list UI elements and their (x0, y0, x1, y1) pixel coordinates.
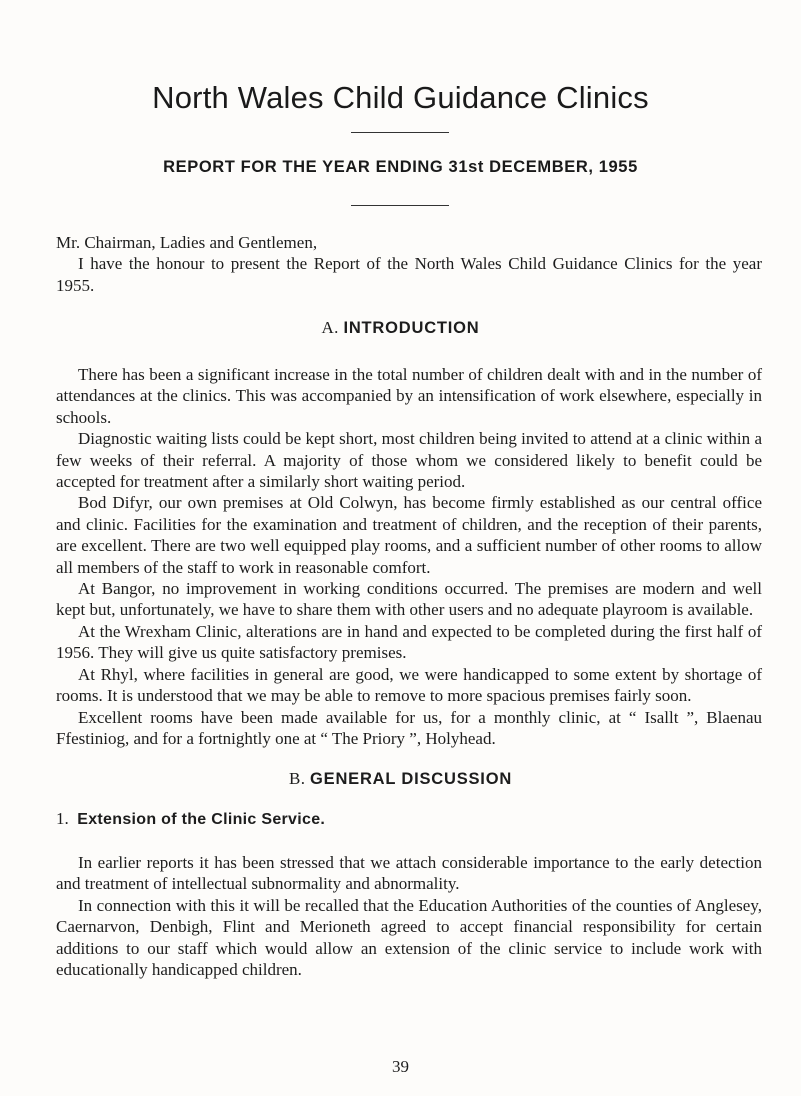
intro-paragraph-4: At Bangor, no improvement in working conditions occurred. The premises are modern and well kept but, unfortunately, we have to share them with other users and no adequate playroom is available. (56, 579, 762, 620)
discussion-paragraph-1: In earlier reports it has been stressed that we attach considerable importance to the early detection and treatment of intellectual subnormality and abnormality. (56, 853, 762, 894)
opening-paragraph: I have the honour to present the Report of the North Wales Child Guidance Clinics for the year 1955. (56, 254, 762, 295)
section-b-title: GENERAL DISCUSSION (310, 770, 513, 788)
section-a-body (56, 364, 762, 749)
subsection-1-number: 1. (56, 809, 69, 828)
document-title: North Wales Child Guidance Clinics (152, 80, 649, 115)
section-b-body (56, 852, 762, 980)
intro-paragraph-5: At the Wrexham Clinic, alterations are in hand and expected to be completed during the first half of 1956. They will give us quite satisfactory premises. (56, 621, 762, 663)
opening-block (56, 232, 762, 296)
subsection-1-title: Extension of the Clinic Service. (77, 811, 326, 828)
intro-paragraph-1: There has been a significant increase in the total number of children dealt with and in the number of attendances at the clinics. This was accompanied by an intensification of work elsewhere, especially in schools. (56, 365, 762, 427)
intro-paragraph-6: At Rhyl, where facilities in general are good, we were handicapped to some extent by shortage of rooms. It is understood that we may be able to remove to more spacious premises fairly soon. (56, 664, 762, 706)
section-b-heading (0, 769, 801, 789)
section-a-letter: A. (321, 318, 339, 337)
section-a-title: INTRODUCTION (343, 319, 480, 337)
salutation: Mr. Chairman, Ladies and Gentlemen, (56, 233, 318, 252)
report-title-divider (351, 205, 449, 206)
intro-paragraph-2: Diagnostic waiting lists could be kept short, most children being invited to attend at a clinic within a few weeks of their referral. A majority of those whom we considered likely to benefit could be accepted for treatment after a similarly short waiting period. (56, 429, 762, 492)
section-b-letter: B. (288, 769, 306, 788)
page-number: 39 (392, 1057, 409, 1076)
section-a-heading (0, 318, 801, 338)
intro-paragraph-7: Excellent rooms have been made available for us, for a monthly clinic, at “ Isallt ”, Blaenau Ffestiniog, and for a fortnightly one at “ The Priory ”, Holyhead. (56, 707, 762, 748)
intro-paragraph-3: Bod Difyr, our own premises at Old Colwyn, has become firmly established as our central office and clinic. Facilities for the examination and treatment of children, and the reception of their parents, are excellent. There are two well equipped play rooms, and a sufficient number of other rooms to allow all members of the staff to work in reasonable comfort. (56, 493, 762, 577)
title-divider (351, 132, 449, 133)
report-title: REPORT FOR THE YEAR ENDING 31st DECEMBER, 1955 (163, 158, 638, 176)
subsection-1-heading (56, 809, 325, 829)
discussion-paragraph-2: In connection with this it will be recalled that the Education Authorities of the counties of Anglesey, Caernarvon, Denbigh, Flint and Merioneth agreed to accept financial responsibility for certain additions to our staff which would allow an extension of the clinic service to include work with educationally handicapped children. (56, 895, 762, 980)
